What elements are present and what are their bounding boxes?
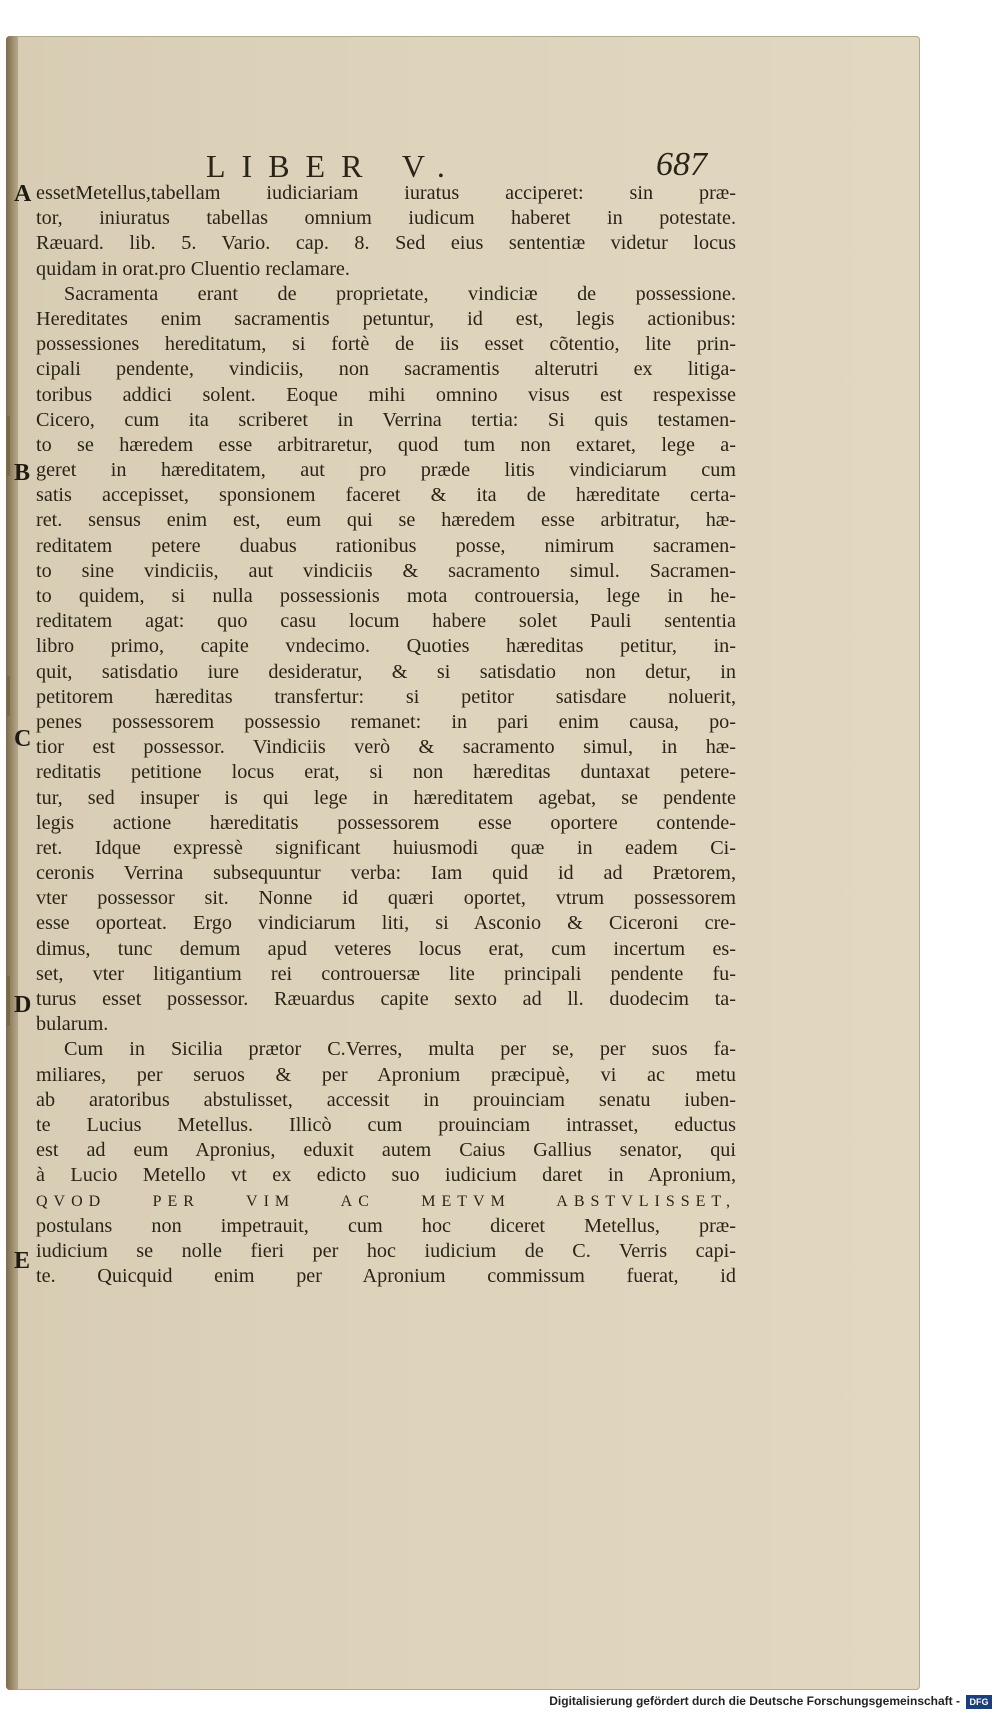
text-line: ret. sensus enim est, eum qui se hæredem esse arbitratur, hæ-: [36, 509, 736, 532]
text-line: te Lucius Metellus. Illicò cum prouinciam intrasset, eductus: [36, 1113, 736, 1136]
margin-letter-d: D: [14, 992, 32, 1018]
book-page: [6, 36, 920, 1690]
text-line: postulans non impetrauit, cum hoc diceret Metellus, præ-: [36, 1214, 736, 1237]
funding-credit: Digitalisierung gefördert durch die Deutsche Forschungsgemeinschaft -: [549, 1694, 960, 1708]
margin-mark: [7, 416, 10, 476]
text-line: reditatem petere duabus rationibus posse, nimirum sacramen-: [36, 534, 736, 557]
page-number: 687: [656, 146, 707, 183]
text-line: set, vter litigantium rei controuersæ lite principali pendente fu-: [36, 962, 736, 985]
text-line: Sacramenta erant de proprietate, vindiciæ de possessione.: [64, 282, 736, 305]
text-line: te. Quicquid enim per Apronium commissum fuerat, id: [36, 1265, 736, 1288]
text-line: toribus addici solent. Eoque mihi omnino visus est respexisse: [36, 383, 736, 406]
text-line: esse oporteat. Ergo vindiciarum liti, si Asconio & Ciceroni cre-: [36, 912, 736, 935]
text-line: est ad eum Apronius, eduxit autem Caius Gallius senator, qui: [36, 1139, 736, 1162]
text-line: Hereditates enim sacramentis petuntur, id est, legis actionibus:: [36, 307, 736, 330]
margin-letter-e: E: [14, 1248, 31, 1274]
text-line: dimus, tunc demum apud veteres locus erat, cum incertum es-: [36, 937, 736, 960]
text-line: reditatem agat: quo casu locum habere solet Pauli sententia: [36, 610, 736, 633]
text-line: libro primo, capite vndecimo. Quoties hæreditas petitur, in-: [36, 635, 736, 658]
text-line: reditatis petitione locus erat, si non hæreditas duntaxat petere-: [36, 761, 736, 784]
text-line-small-caps: QVOD PER VIM AC METVM ABSTVLISSET,: [36, 1192, 736, 1210]
text-line: tor, iniuratus tabellas omnium iudicum haberet in potestate.: [36, 207, 736, 230]
margin-letter-a: A: [14, 181, 32, 207]
text-line: quit, satisdatio iure desideratur, & si satisdatio non detur, in: [36, 660, 736, 683]
text-line: tior est possessor. Vindiciis verò & sacramento simul, in hæ-: [36, 736, 736, 759]
text-line: ab aratoribus abstulisset, accessit in prouinciam senatu iuben-: [36, 1088, 736, 1111]
text-line: à Lucio Metello vt ex edicto suo iudicium daret in Apronium,: [36, 1164, 736, 1187]
text-line: geret in hæreditatem, aut pro præde litis vindiciarum cum: [36, 459, 736, 482]
text-line: tur, sed insuper is qui lege in hæreditatem agebat, se pendente: [36, 786, 736, 809]
text-line: Ræuard. lib. 5. Vario. cap. 8. Sed eius sententiæ videtur locus: [36, 232, 736, 255]
text-line: ret. Idque expressè significant huiusmodi quæ in eadem Ci-: [36, 836, 736, 859]
text-line: Cicero, cum ita scriberet in Verrina tertia: Si quis testamen-: [36, 408, 736, 431]
text-line: to se hæredem esse arbitraretur, quod tum non extaret, lege a-: [36, 433, 736, 456]
text-line: bularum.: [36, 1013, 109, 1036]
text-line: vter possessor sit. Nonne id quæri oportet, vtrum possessorem: [36, 887, 736, 910]
text-line: possessiones hereditatum, si fortè de iis esset cõtentio, lite prin-: [36, 333, 736, 356]
page-binding-edge: [6, 36, 18, 1690]
text-line: legis actione hæreditatis possessorem esse oportere contende-: [36, 811, 736, 834]
running-title: LIBER V.: [206, 148, 461, 184]
page-header: [6, 108, 920, 184]
margin-mark: [7, 976, 10, 1026]
text-line: to quidem, si nulla possessionis mota controuersia, lege in he-: [36, 585, 736, 607]
text-line: essetMetellus,tabellam iudiciariam iuratus acciperet: sin præ-: [36, 182, 736, 204]
text-line: quidam in orat.pro Cluentio reclamare.: [36, 257, 350, 280]
margin-letter-c: C: [14, 726, 32, 752]
text-line: Cum in Sicilia prætor C.Verres, multa per se, per suos fa-: [64, 1038, 736, 1061]
margin-letter-b: B: [14, 460, 31, 486]
text-line: petitorem hæreditas transfertur: si petitor satisdare noluerit,: [36, 685, 736, 708]
text-line: miliares, per seruos & per Apronium præcipuè, vi ac metu: [36, 1063, 736, 1086]
dfg-logo-icon: DFG: [966, 1695, 992, 1709]
text-line: ceronis Verrina subsequuntur verba: Iam quid id ad Prætorem,: [36, 862, 736, 885]
text-line: iudicium se nolle fieri per hoc iudicium de C. Verris capi-: [36, 1239, 736, 1262]
text-line: to sine vindiciis, aut vindiciis & sacramento simul. Sacramen-: [36, 559, 736, 582]
text-line: cipali pendente, vindiciis, non sacramentis alterutri ex litiga-: [36, 358, 736, 381]
text-line: penes possessorem possessio remanet: in pari enim causa, po-: [36, 710, 736, 733]
margin-mark: [7, 676, 10, 716]
text-line: turus esset possessor. Ræuardus capite sexto ad ll. duodecim ta-: [36, 988, 736, 1010]
digitization-footer: [0, 1694, 1000, 1714]
body-text: [36, 181, 736, 1289]
text-line: satis accepisset, sponsionem faceret & ita de hæreditate certa-: [36, 484, 736, 507]
